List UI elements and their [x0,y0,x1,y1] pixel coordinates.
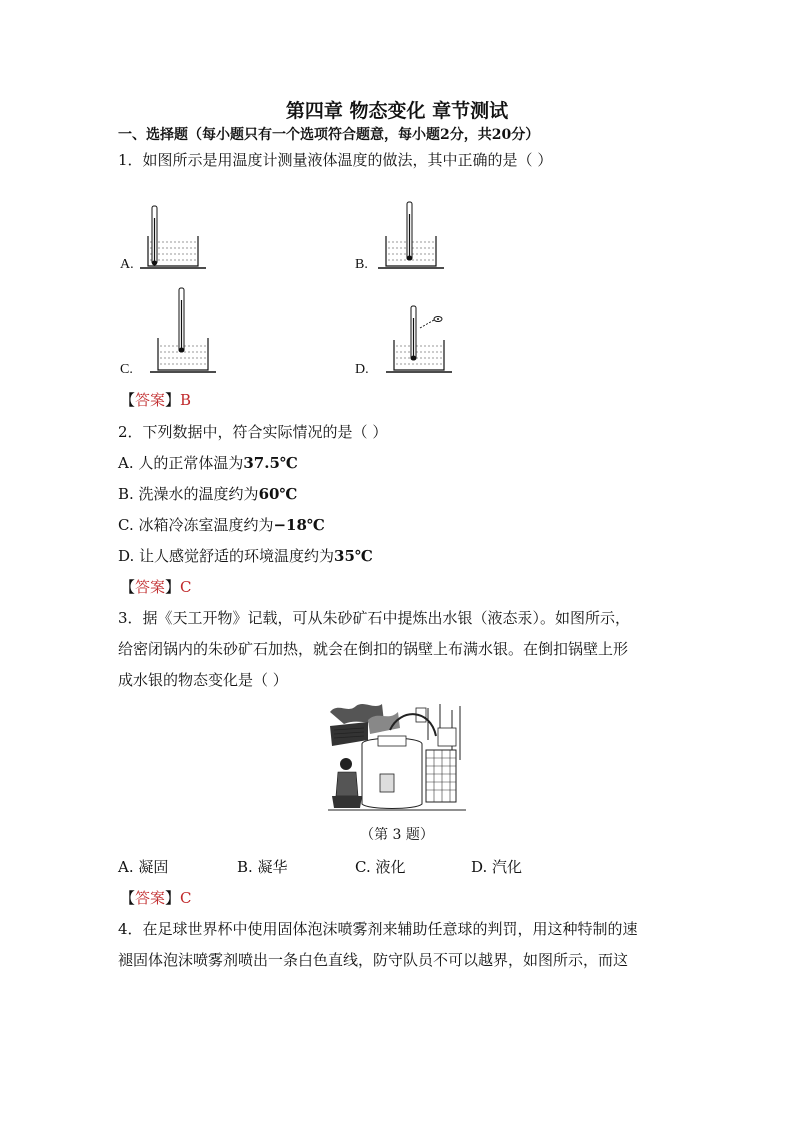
bracket-close: 】 [165,391,181,409]
question-3-option-c: C. 液化 [355,858,406,876]
option-text: D. 让人感觉舒适的环境温度约为 [118,547,335,565]
answer-q2 [120,576,192,597]
thermometer-figure-d [386,300,456,376]
question-3-stem-line-3: 成水银的物态变化是（ ） [118,671,288,689]
thermometer-figure-c [150,286,220,376]
bracket-close: 】 [165,889,181,907]
thermometer-figure-b [378,200,448,272]
option-text: B. 洗澡水的温度约为 [118,485,259,503]
figure-caption: （第 3 题） [360,827,434,843]
option-value: 60℃ [258,485,298,503]
answer-value: C [180,889,192,907]
question-2-option-a [118,452,298,473]
question-4-stem-line-2: 褪固体泡沫喷雾剂喷出一条白色直线，防守队员不可以越界，如图所示，而这 [118,951,629,969]
question-2-option-d [118,545,373,566]
question-3-option-a: A. 凝固 [118,858,169,876]
thermometer-figure-a [140,200,210,272]
answer-label: 答案 [135,578,166,596]
answer-label: 答案 [135,391,166,409]
option-text: A. 人的正常体温为 [118,454,244,472]
bracket-close: 】 [165,578,181,596]
answer-value: C [180,578,192,596]
question-2-option-b [118,483,297,504]
section-heading: 一、选择题（每小题只有一个选项符合题意，每小题2分，共20分） [118,127,540,143]
question-3-stem-line-1: 3．据《天工开物》记载，可从朱砂矿石中提炼出水银（液态汞）。如图所示， [118,609,631,627]
question-2-option-c [118,514,325,535]
option-d-label: D. [355,362,369,377]
question-3-option-d: D. 汽化 [471,858,523,876]
page-title: 第四章 物态变化 章节测试 [285,100,509,122]
question-3-stem-line-2: 给密闭锅内的朱砂矿石加热，就会在倒扣的锅壁上布满水银。在倒扣锅壁上形 [118,640,629,658]
option-b-label: B. [355,257,368,272]
tiangong-kaiwu-illustration [328,700,466,814]
option-c-label: C. [120,362,133,377]
answer-q1 [120,389,191,410]
bracket-open: 【 [120,578,136,596]
question-1-stem: 1．如图所示是用温度计测量液体温度的做法，其中正确的是（ ） [118,151,553,169]
option-value: 35℃ [334,547,373,565]
answer-q3 [120,887,192,908]
bracket-open: 【 [120,889,136,907]
option-a-label: A. [120,257,134,272]
question-3-option-b: B. 凝华 [237,858,288,876]
question-4-stem-line-1: 4．在足球世界杯中使用固体泡沫喷雾剂来辅助任意球的判罚，用这种特制的速 [118,920,638,938]
bracket-open: 【 [120,391,136,409]
question-2-stem: 2．下列数据中，符合实际情况的是（ ） [118,423,388,441]
option-value: −18℃ [273,516,325,534]
option-text: C. 冰箱冷冻室温度约为 [118,516,274,534]
option-value: 37.5℃ [243,454,298,472]
answer-value: B [180,391,192,409]
answer-label: 答案 [135,889,166,907]
